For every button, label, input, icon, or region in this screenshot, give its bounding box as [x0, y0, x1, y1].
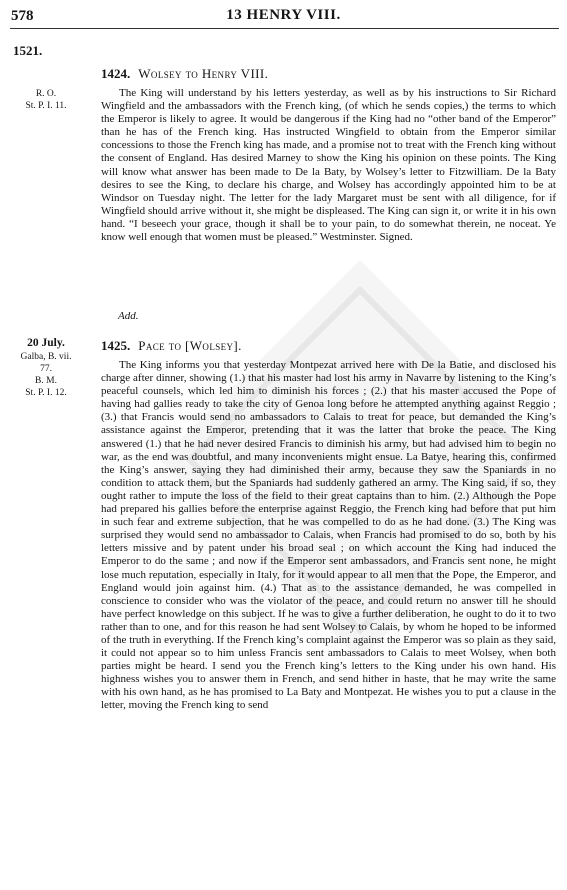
entry-1424-endorsement: Add.	[118, 310, 139, 322]
entry-title: Pace to [Wolsey].	[138, 338, 242, 353]
margin-ref: 77.	[40, 364, 52, 374]
entry-title: Wolsey to Henry VIII.	[138, 66, 269, 81]
entry-1424-margin-refs	[6, 88, 86, 112]
entry-1425-margin-refs	[6, 336, 86, 399]
header-rule	[10, 28, 559, 29]
entry-1425-heading	[101, 338, 242, 354]
entry-date: 20 July.	[27, 337, 65, 349]
entry-number: 1424.	[101, 66, 131, 81]
page-number: 578	[11, 8, 34, 24]
margin-ref: Galba, B. vii.	[20, 352, 72, 362]
year-label: 1521.	[13, 43, 43, 58]
margin-ref: St. P. I. 11.	[25, 101, 67, 111]
entry-1424-heading	[101, 66, 268, 82]
margin-ref: St. P. I. 12.	[25, 388, 67, 398]
margin-ref: R. O.	[35, 89, 57, 99]
entry-1424-text: The King will understand by his letters yesterday, as well as by his instructions to Sir Richard Wingfield and the ambassadors with the French king, (of which he sends copies,) the terms to which the Emperor is likely to agree. It would be dangerous if the King had no “other band of the Emperor” than he has of the French king. Has instructed Wingfield to obtain from the Emperor similar concessions to those the French king has made, and a promise not to treat with the French king without the consent of England. Has desired Marney to show the King his opinion on these points. The King will know what answer has been made to De la Baty, by Wolsey’s letter to Fitzwilliam. De la Baty desires to see the King, to declare his charge, and Wolsey has accordingly appointed him to be at Windsor on Tuesday night. The letter for the lady Margaret must be sent with all diligence, for if Wingfield should arrive without it, she might be displeased. The King can sign it, or write it in his own hand. “I beseech your grace, though it shall be to your pain, to do somewhat therein, ne noceat. Ye know well enough that women must be pleased.” Westminster. Signed.	[101, 87, 556, 244]
running-title: 13 HENRY VIII.	[226, 7, 341, 23]
margin-ref: B. M.	[35, 376, 57, 386]
entry-number: 1425.	[101, 338, 131, 353]
entry-1425-text: The King informs you that yesterday Montpezat arrived here with De la Batie, and disclosed his charge after dinner, showing (1.) that his master had lost his army in Navarre by listening to the King’s peaceful counsels, which led him to diminish his forces ; (2.) that his master accused the Pope of having had gallies ready to take the city of Genoa long before he attempted anything against Reggio ; (3.) that Francis would send no ambassadors to Calais to treat for peace, but demanded the King’s assistance against the Emperor, pretending that it was the latter that broke the peace. The King answered (1.) that he had never desired Francis to diminish his army, but had advised him to begin no war, as the end was doubtful, and many inconvenients might ensue. La Batye, hearing this, confirmed the King’s answer, saying they had diminished their army, because they saw the Spaniards in no condition to attack them, but the Spaniards had suddenly gathered an army. The King said, if so, they ought rather to impute the loss of the field to their great captains than to him. (2.) Although the Pope had prepared his gallies before the enterprise against Reggio, the French king had before that put him in such fear and extreme subjection, that he was compelled to do as he had done. (3.) The King was surprised they would send no ambassador to Calais, when Francis had promised to do so, both by his letters missive and by patent under his broad seal ; on which account the King had induced the Emperor to do the same ; and now if the Emperor sent ambassadors, and Francis sent none, he might lose much reputation, especially in Italy, for it would appear to all men that the Pope, the Emperor, and England would join against him. (4.) That as to the assistance demanded, he was compelled in conscience to consider who was the violator of the peace, and could return no answer till he should have perfect knowledge on this subject. If he was to give a further deliberation, he ought to do it to two rather than to one, and for this reason he had sent Wolsey to Calais, by whom he hoped to be informed of the truth in everything. If the French king’s complaint against the Emperor was so plain as they said, it could not appear so to him unless Francis sent ambassadors to Calais to meet Wolsey, when both parties might be heard. I send you the French king’s letters to the King under his own hand. His highness wishes you to answer them in French, and send hither in haste, that he may write the same with his own hand, as he has promised to La Baty and Montpezat. He wishes you to put a clause in the letter, moving the French king to send	[101, 359, 556, 712]
